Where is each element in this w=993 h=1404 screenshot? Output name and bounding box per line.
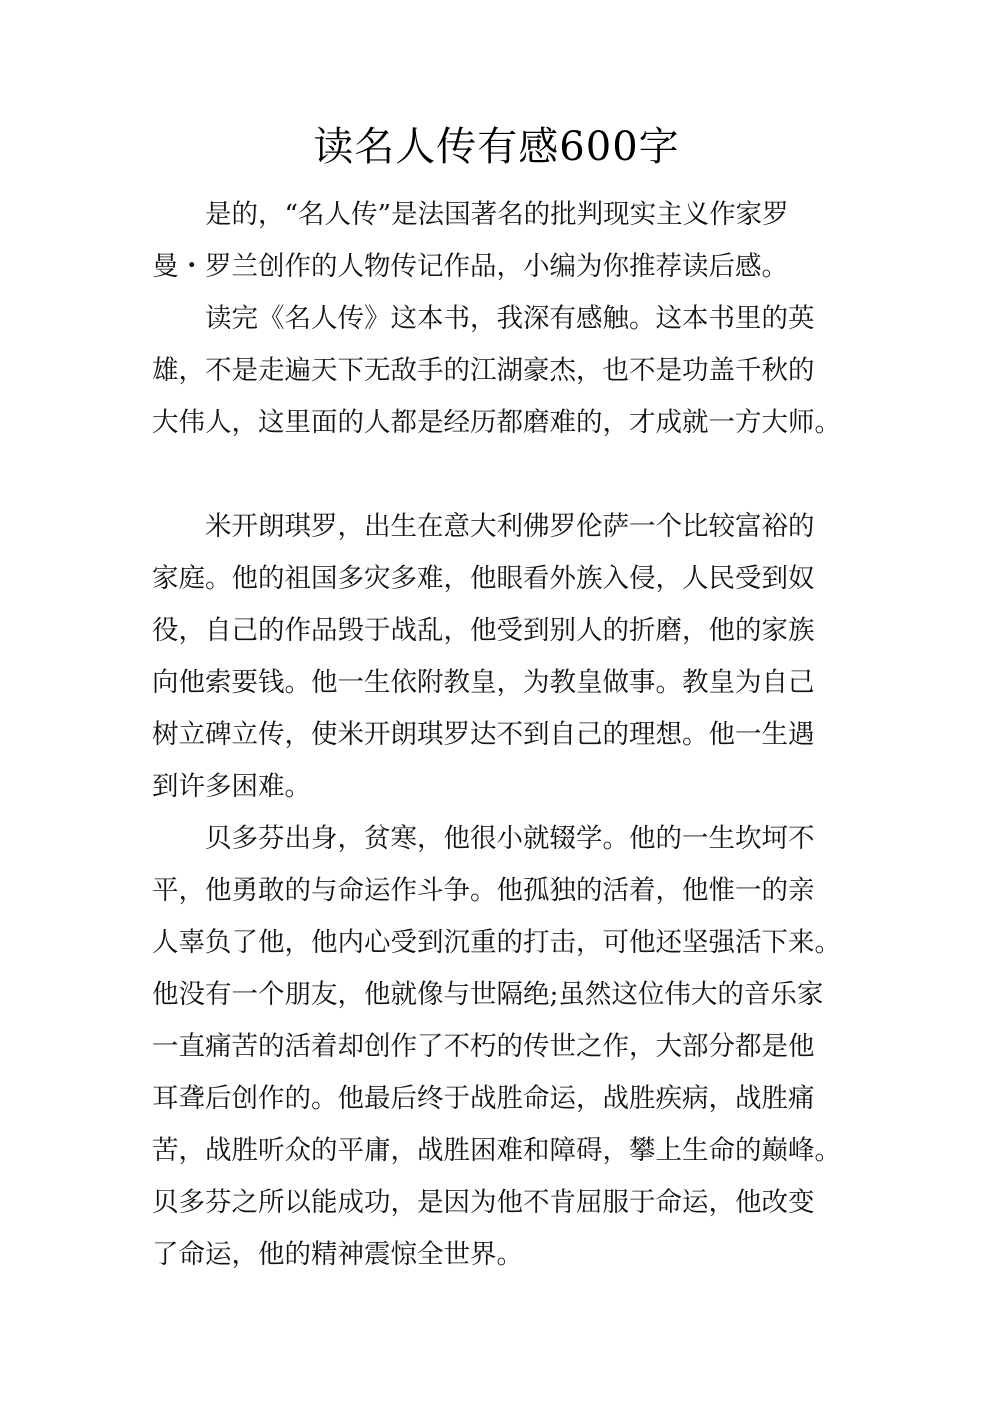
text-line: 贝多芬出身，贫寒，他很小就辍学。他的一生坎坷不 [205, 823, 815, 854]
text-line: 贝多芬之所以能成功，是因为他不肯屈服于命运，他改变 [152, 1187, 815, 1218]
document-title: 读名人传有感600字 [313, 124, 680, 170]
text-line: 米开朗琪罗，出生在意大利佛罗伦萨一个比较富裕的 [205, 511, 815, 542]
text-line: 他没有一个朋友，他就像与世隔绝;虽然这位伟大的音乐家 [152, 979, 824, 1010]
text-line: 雄，不是走遍天下无敌手的江湖豪杰，也不是功盖千秋的 [152, 355, 815, 386]
text-line: 读完《名人传》这本书，我深有感触。这本书里的英 [205, 303, 815, 334]
text-line: 役，自己的作品毁于战乱，他受到别人的折磨，他的家族 [152, 615, 815, 646]
text-line: 耳聋后创作的。他最后终于战胜命运，战胜疾病，战胜痛 [152, 1083, 815, 1114]
text-line: 是的，“名人传”是法国著名的批判现实主义作家罗 [205, 199, 789, 230]
text-line: 曼・罗兰创作的人物传记作品，小编为你推荐读后感。 [152, 251, 788, 282]
text-line: 一直痛苦的活着却创作了不朽的传世之作，大部分都是他 [152, 1031, 815, 1062]
text-line: 向他索要钱。他一生依附教皇，为教皇做事。教皇为自己 [152, 667, 815, 698]
text-line: 了命运，他的精神震惊全世界。 [152, 1239, 523, 1270]
text-line: 人辜负了他，他内心受到沉重的打击，可他还坚强活下来。 [152, 927, 841, 958]
text-line: 苦，战胜听众的平庸，战胜困难和障碍，攀上生命的巅峰。 [152, 1135, 841, 1166]
text-line: 大伟人，这里面的人都是经历都磨难的，才成就一方大师。 [152, 407, 841, 438]
text-line: 到许多困难。 [152, 771, 311, 802]
text-line: 树立碑立传，使米开朗琪罗达不到自己的理想。他一生遇 [152, 719, 815, 750]
text-line: 家庭。他的祖国多灾多难，他眼看外族入侵，人民受到奴 [152, 563, 815, 594]
text-line: 平，他勇敢的与命运作斗争。他孤独的活着，他惟一的亲 [152, 875, 815, 906]
